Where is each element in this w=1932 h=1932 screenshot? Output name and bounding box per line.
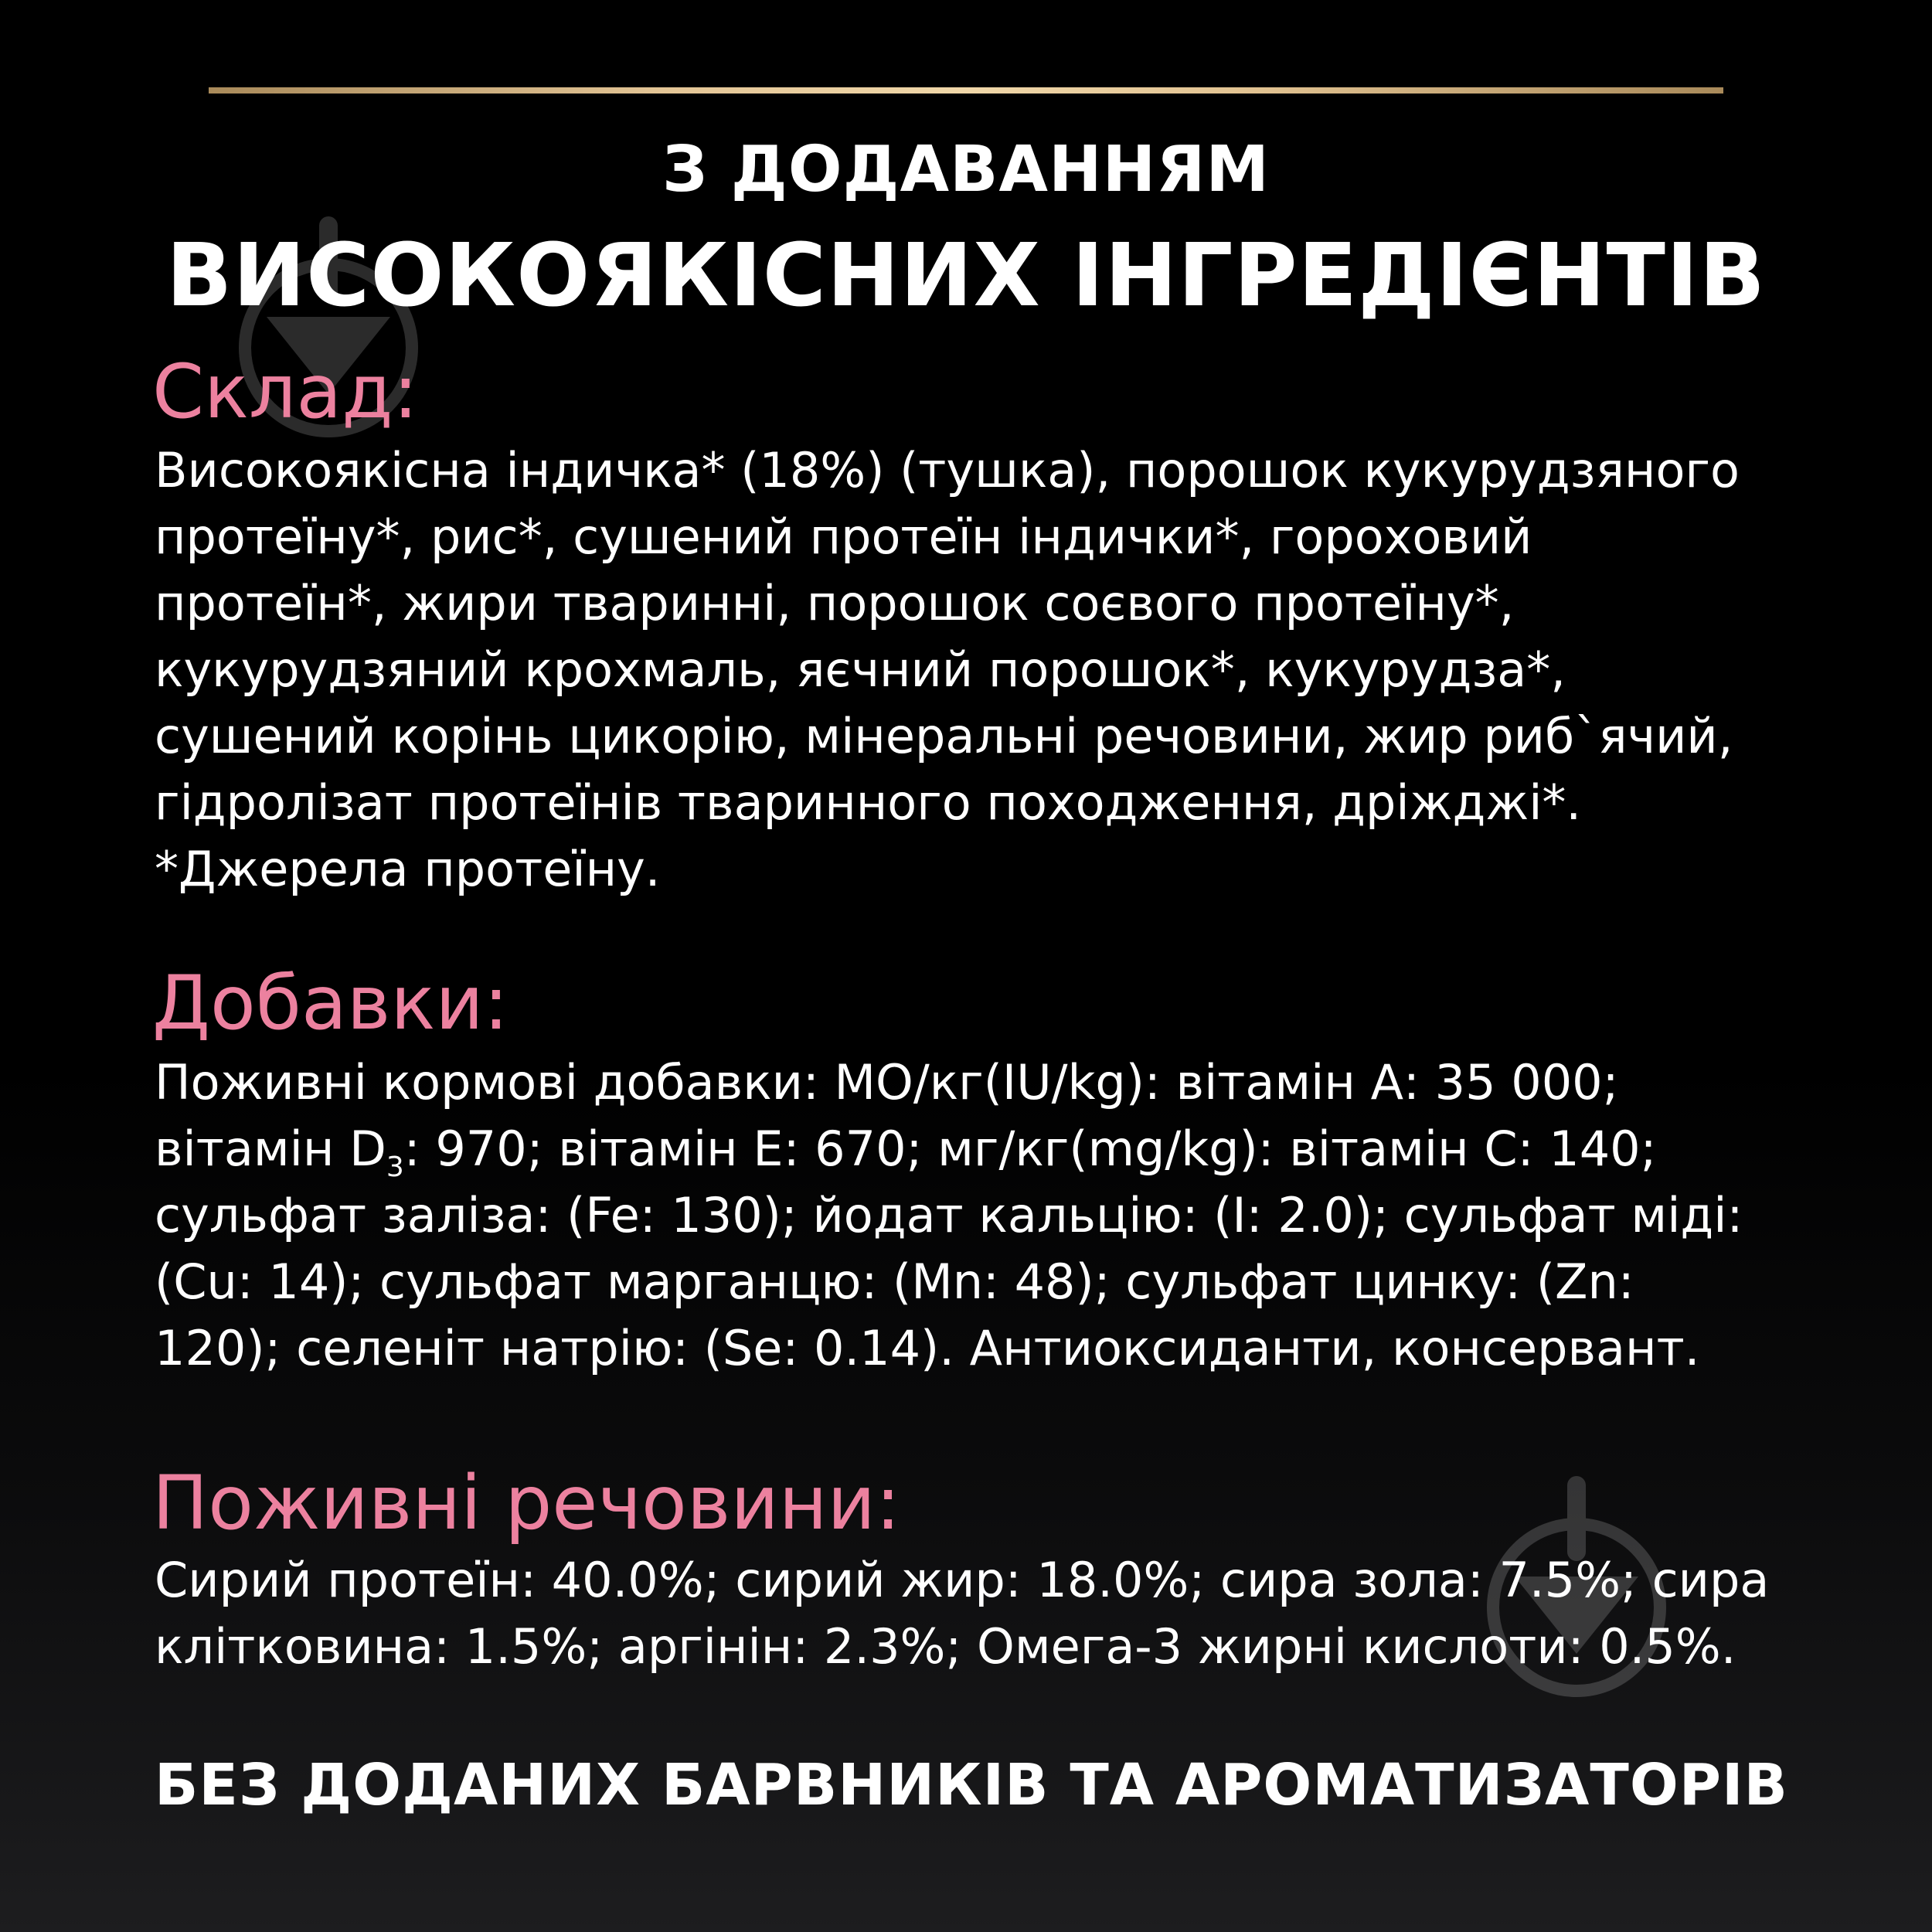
gold-divider-line [209,87,1723,94]
additives-line [155,1116,1917,1182]
vitamin-d-subscript: 3 [386,1151,404,1183]
additives-line-part: вітамін D [155,1121,386,1177]
composition-line: протеїн*, жири тваринні, порошок соєвого протеїну*, [155,575,1515,631]
footer-note: БЕЗ ДОДАНИХ БАРВНИКІВ ТА АРОМАТИЗАТОРІВ [155,1752,1788,1818]
additives-line: Поживні кормові добавки: МО/кг(IU/kg): вітамін А: 35 000; [155,1054,1619,1111]
composition-line: протеїну*, рис*, сушений протеїн індички*, гороховий [155,509,1532,565]
additives-line-part: : 970; вітамін Е: 670; мг/кг(mg/kg): вітамін С: 140; [403,1121,1657,1177]
composition-line: *Джерела протеїну. [155,841,661,897]
additives-line: сульфат заліза: (Fe: 130); йодат кальцію: (I: 2.0); сульфат міді: [155,1187,1743,1243]
nutrients-text [155,1547,1917,1680]
additives-line: (Cu: 14); сульфат марганцю: (Mn: 48); сульфат цинку: (Zn: [155,1253,1634,1310]
composition-text [155,437,1917,903]
additives-text [155,1049,1917,1382]
header-title: ВИСОКОЯКІСНИХ ІНГРЕДІЄНТІВ [166,226,1766,326]
nutrients-line: Сирий протеїн: 40.0%; сирий жир: 18.0%; сира зола: 7.5%; сира [155,1552,1770,1608]
composition-line: сушений корінь цикорію, мінеральні речовини, жир риб`ячий, [155,708,1733,764]
additives-title: Добавки: [152,960,509,1046]
additives-line: 120); селеніт натрію: (Se: 0.14). Антиоксиданти, консервант. [155,1320,1700,1376]
header-subtitle: З ДОДАВАННЯМ [662,133,1270,206]
composition-title: Склад: [152,349,418,435]
nutrients-title: Поживні речовини: [152,1460,901,1546]
composition-line: Високоякісна індичка* (18%) (тушка), порошок кукурудзяного [155,442,1740,498]
composition-line: гідролізат протеїнів тваринного походження, дріжджі*. [155,774,1582,831]
composition-line: кукурудзяний крохмаль, яєчний порошок*, кукурудза*, [155,641,1566,698]
nutrients-line: клітковина: 1.5%; аргінін: 2.3%; Омега-3 жирні кислоти: 0.5%. [155,1618,1736,1675]
